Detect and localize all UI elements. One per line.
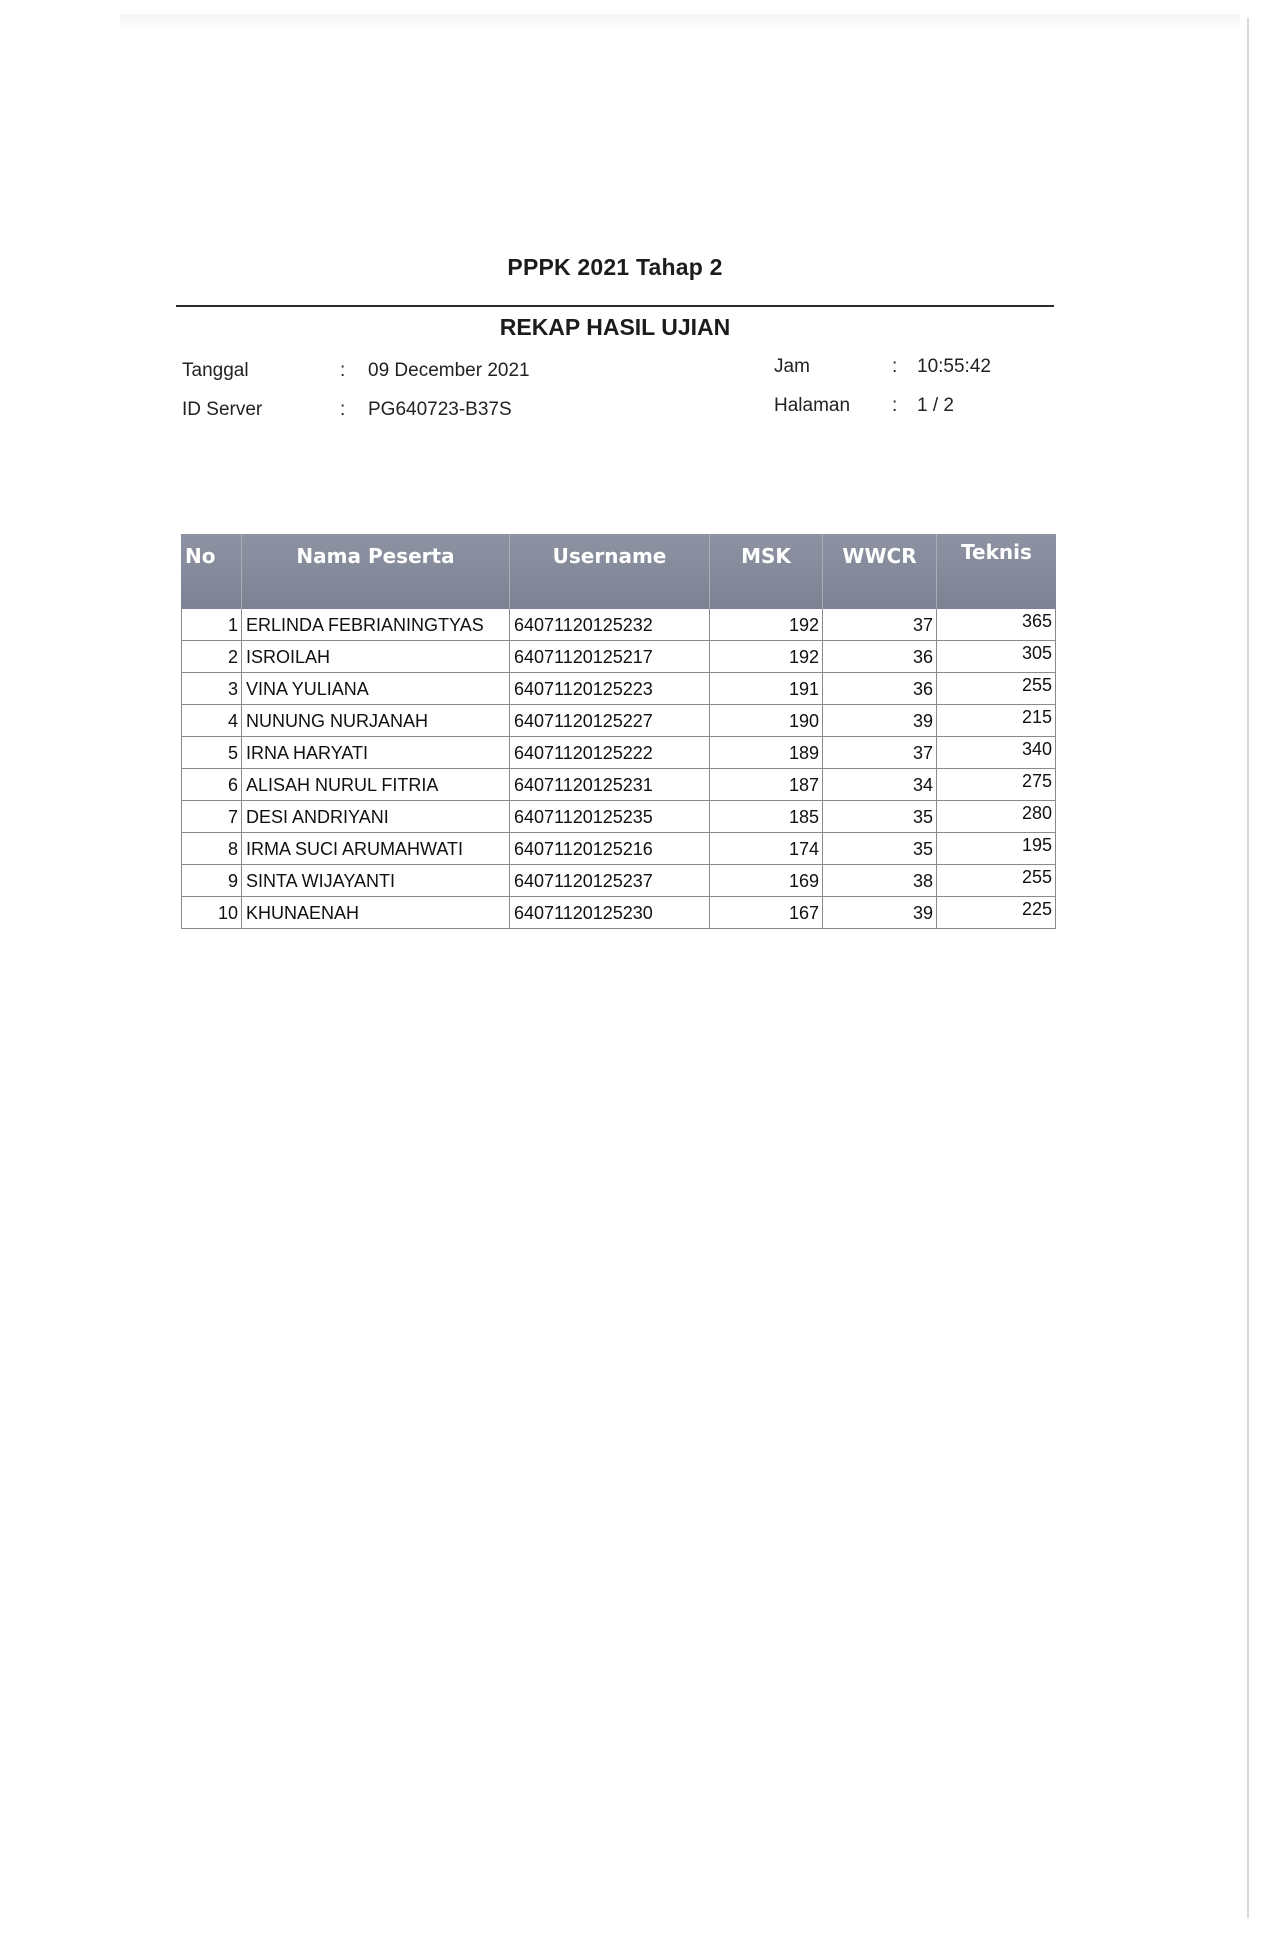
meta-jam-value: 10:55:42 <box>917 356 991 377</box>
header-teknis: Teknis <box>961 540 1032 564</box>
meta-id-server <box>182 399 512 421</box>
row-username: 64071120125223 <box>510 673 710 705</box>
table-row <box>181 641 1056 673</box>
row-no: 8 <box>181 833 242 865</box>
row-username: 64071120125222 <box>510 737 710 769</box>
row-nama-peserta: DESI ANDRIYANI <box>242 801 510 833</box>
row-msk: 191 <box>710 673 823 705</box>
row-teknis: 365 <box>937 609 1056 641</box>
row-no: 10 <box>181 897 242 929</box>
row-msk: 174 <box>710 833 823 865</box>
row-teknis: 255 <box>937 673 1056 705</box>
header-no: No <box>181 534 242 609</box>
row-no: 1 <box>181 609 242 641</box>
row-nama-peserta: IRNA HARYATI <box>242 737 510 769</box>
row-nama-peserta: IRMA SUCI ARUMAHWATI <box>242 833 510 865</box>
meta-halaman <box>774 395 954 417</box>
row-wwcr: 39 <box>823 897 937 929</box>
table-row <box>181 737 1056 769</box>
header-wwcr: WWCR <box>823 534 937 609</box>
row-wwcr: 36 <box>823 641 937 673</box>
row-teknis: 255 <box>937 865 1056 897</box>
meta-jam-sep: : <box>892 356 898 377</box>
table-row <box>181 769 1056 801</box>
row-username: 64071120125232 <box>510 609 710 641</box>
row-wwcr: 39 <box>823 705 937 737</box>
table-row <box>181 609 1056 641</box>
row-username: 64071120125216 <box>510 833 710 865</box>
header-username: Username <box>510 534 710 609</box>
table-body <box>181 609 1056 929</box>
row-no: 3 <box>181 673 242 705</box>
row-teknis: 275 <box>937 769 1056 801</box>
table-row <box>181 865 1056 897</box>
row-no: 9 <box>181 865 242 897</box>
row-msk: 190 <box>710 705 823 737</box>
row-no: 2 <box>181 641 242 673</box>
row-msk: 169 <box>710 865 823 897</box>
row-msk: 192 <box>710 609 823 641</box>
row-msk: 187 <box>710 769 823 801</box>
meta-halaman-label: Halaman <box>774 395 851 416</box>
meta-id-server-value: PG640723-B37S <box>368 399 512 420</box>
row-nama-peserta: NUNUNG NURJANAH <box>242 705 510 737</box>
row-nama-peserta: VINA YULIANA <box>242 673 510 705</box>
title-divider <box>176 305 1054 307</box>
row-wwcr: 35 <box>823 801 937 833</box>
scan-edge-right <box>1247 18 1249 1918</box>
row-wwcr: 35 <box>823 833 937 865</box>
row-msk: 167 <box>710 897 823 929</box>
row-username: 64071120125237 <box>510 865 710 897</box>
results-table <box>181 534 1056 929</box>
row-msk: 189 <box>710 737 823 769</box>
meta-tanggal-sep: : <box>340 360 346 381</box>
row-no: 5 <box>181 737 242 769</box>
row-username: 64071120125227 <box>510 705 710 737</box>
meta-jam <box>774 356 991 378</box>
row-username: 64071120125217 <box>510 641 710 673</box>
row-teknis: 225 <box>937 897 1056 929</box>
document-title: PPPK 2021 Tahap 2 <box>507 254 723 280</box>
row-username: 64071120125230 <box>510 897 710 929</box>
header-msk: MSK <box>710 534 823 609</box>
row-teknis: 195 <box>937 833 1056 865</box>
row-nama-peserta: ALISAH NURUL FITRIA <box>242 769 510 801</box>
row-no: 7 <box>181 801 242 833</box>
row-teknis: 215 <box>937 705 1056 737</box>
table-header-row <box>181 534 1056 609</box>
row-no: 4 <box>181 705 242 737</box>
row-teknis: 280 <box>937 801 1056 833</box>
meta-tanggal-value: 09 December 2021 <box>368 360 530 381</box>
row-username: 64071120125231 <box>510 769 710 801</box>
meta-jam-label: Jam <box>774 356 810 377</box>
row-nama-peserta: ISROILAH <box>242 641 510 673</box>
row-nama-peserta: SINTA WIJAYANTI <box>242 865 510 897</box>
meta-tanggal-label: Tanggal <box>182 360 249 381</box>
table-row <box>181 801 1056 833</box>
document-subtitle: REKAP HASIL UJIAN <box>499 314 731 340</box>
row-wwcr: 34 <box>823 769 937 801</box>
row-msk: 192 <box>710 641 823 673</box>
row-teknis: 305 <box>937 641 1056 673</box>
meta-halaman-sep: : <box>892 395 898 416</box>
row-wwcr: 37 <box>823 737 937 769</box>
row-wwcr: 37 <box>823 609 937 641</box>
scan-shadow-top <box>120 14 1240 28</box>
row-wwcr: 36 <box>823 673 937 705</box>
row-nama-peserta: KHUNAENAH <box>242 897 510 929</box>
row-wwcr: 38 <box>823 865 937 897</box>
meta-id-server-label: ID Server <box>182 399 263 420</box>
meta-id-server-sep: : <box>340 399 346 420</box>
table-row <box>181 705 1056 737</box>
table-row <box>181 833 1056 865</box>
row-msk: 185 <box>710 801 823 833</box>
header-nama-peserta: Nama Peserta <box>242 534 510 609</box>
row-username: 64071120125235 <box>510 801 710 833</box>
meta-halaman-value: 1 / 2 <box>917 395 954 416</box>
table-row <box>181 673 1056 705</box>
meta-tanggal <box>182 360 530 382</box>
row-nama-peserta: ERLINDA FEBRIANINGTYAS <box>242 609 510 641</box>
row-teknis: 340 <box>937 737 1056 769</box>
row-no: 6 <box>181 769 242 801</box>
table-row <box>181 897 1056 929</box>
